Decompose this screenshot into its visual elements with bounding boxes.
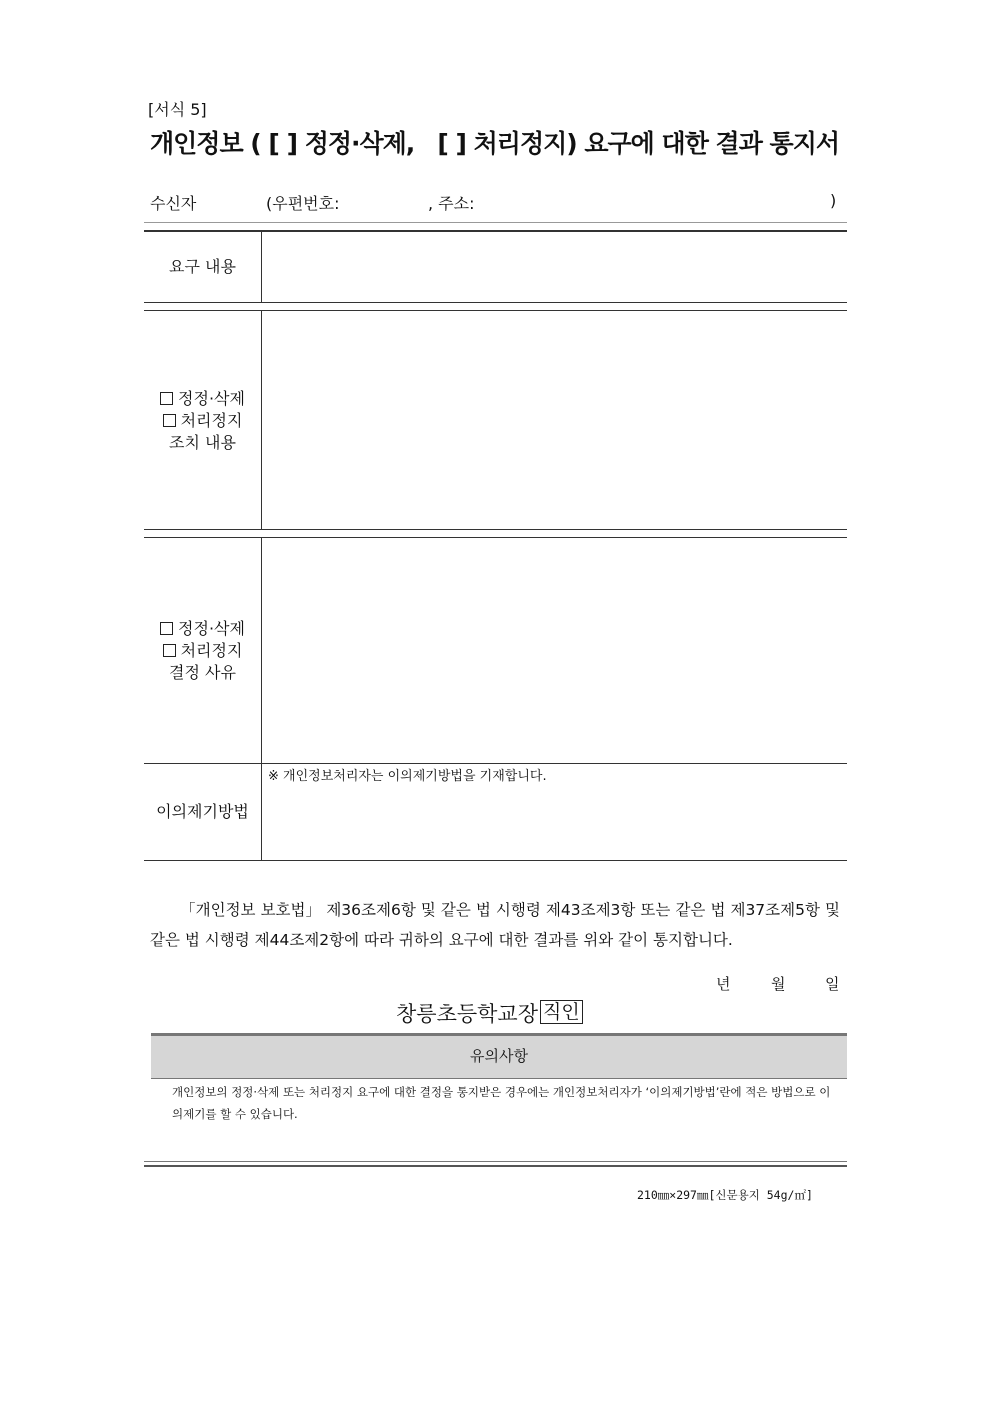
row-label-action	[144, 311, 261, 530]
paper-spec: 210㎜×297㎜[신문용지 54g/㎡]	[637, 1188, 813, 1202]
checkbox-correction[interactable]	[144, 618, 261, 640]
column-divider	[261, 231, 262, 303]
checkbox-label: 정정·삭제	[178, 618, 245, 638]
address-label: , 주소:	[428, 194, 475, 213]
form-number: [서식 5]	[148, 100, 207, 119]
official-seal: 직인	[540, 1000, 583, 1024]
divider	[144, 302, 847, 303]
notice-text: 개인정보의 정정·삭제 또는 처리정지 요구에 대한 결정을 통지받은 경우에는 개인정보처리자가 ‘이의제기방법’란에 적은 방법으로 이의제기를 할 수 있습니다.	[172, 1085, 831, 1121]
page-title: 개인정보 ( [ ] 정정·삭제, [ ] 처리정지) 요구에 대한 결과 통지서	[150, 129, 839, 158]
objection-note: ※ 개인정보처리자는 이의제기방법을 기재합니다.	[268, 769, 547, 784]
date-year: 년	[716, 975, 731, 993]
label-text: 조치 내용	[169, 432, 236, 452]
postal-code-label: (우편번호:	[266, 194, 340, 213]
checkbox-label: 처리정지	[180, 640, 243, 660]
label-text: 요구 내용	[169, 257, 236, 276]
date-day: 일	[825, 975, 840, 993]
divider	[144, 222, 847, 223]
notification-body: 「개인정보 보호법」 제36조제6항 및 같은 법 시행령 제43조제3항 또는 같은 법 제37조제5항 및 같은 법 시행령 제44조제2항에 따라 귀하의 요구에 대한 결과를 위와 같이 통지합니다.	[150, 901, 840, 949]
date-month: 월	[771, 975, 786, 993]
row-label-objection	[144, 764, 261, 860]
checkbox-label: 처리정지	[180, 410, 243, 430]
divider	[144, 1165, 847, 1167]
checkbox-correction[interactable]	[144, 388, 261, 410]
checkbox-label: 정정·삭제	[178, 388, 245, 408]
label-text: 결정 사유	[169, 662, 236, 682]
divider	[144, 860, 847, 861]
row-label-reason	[144, 538, 261, 763]
recipient-label: 수신자	[150, 194, 197, 213]
column-divider	[261, 538, 262, 861]
checkbox-suspension[interactable]	[144, 410, 261, 432]
signer-name: 창릉초등학교장	[396, 1002, 539, 1026]
divider	[144, 1161, 847, 1162]
label-text: 이의제기방법	[156, 802, 249, 821]
address-close: )	[830, 191, 837, 210]
row-label-request	[144, 232, 261, 302]
column-divider	[261, 311, 262, 530]
checkbox-suspension[interactable]	[144, 640, 261, 662]
notice-header: 유의사항	[151, 1036, 847, 1079]
